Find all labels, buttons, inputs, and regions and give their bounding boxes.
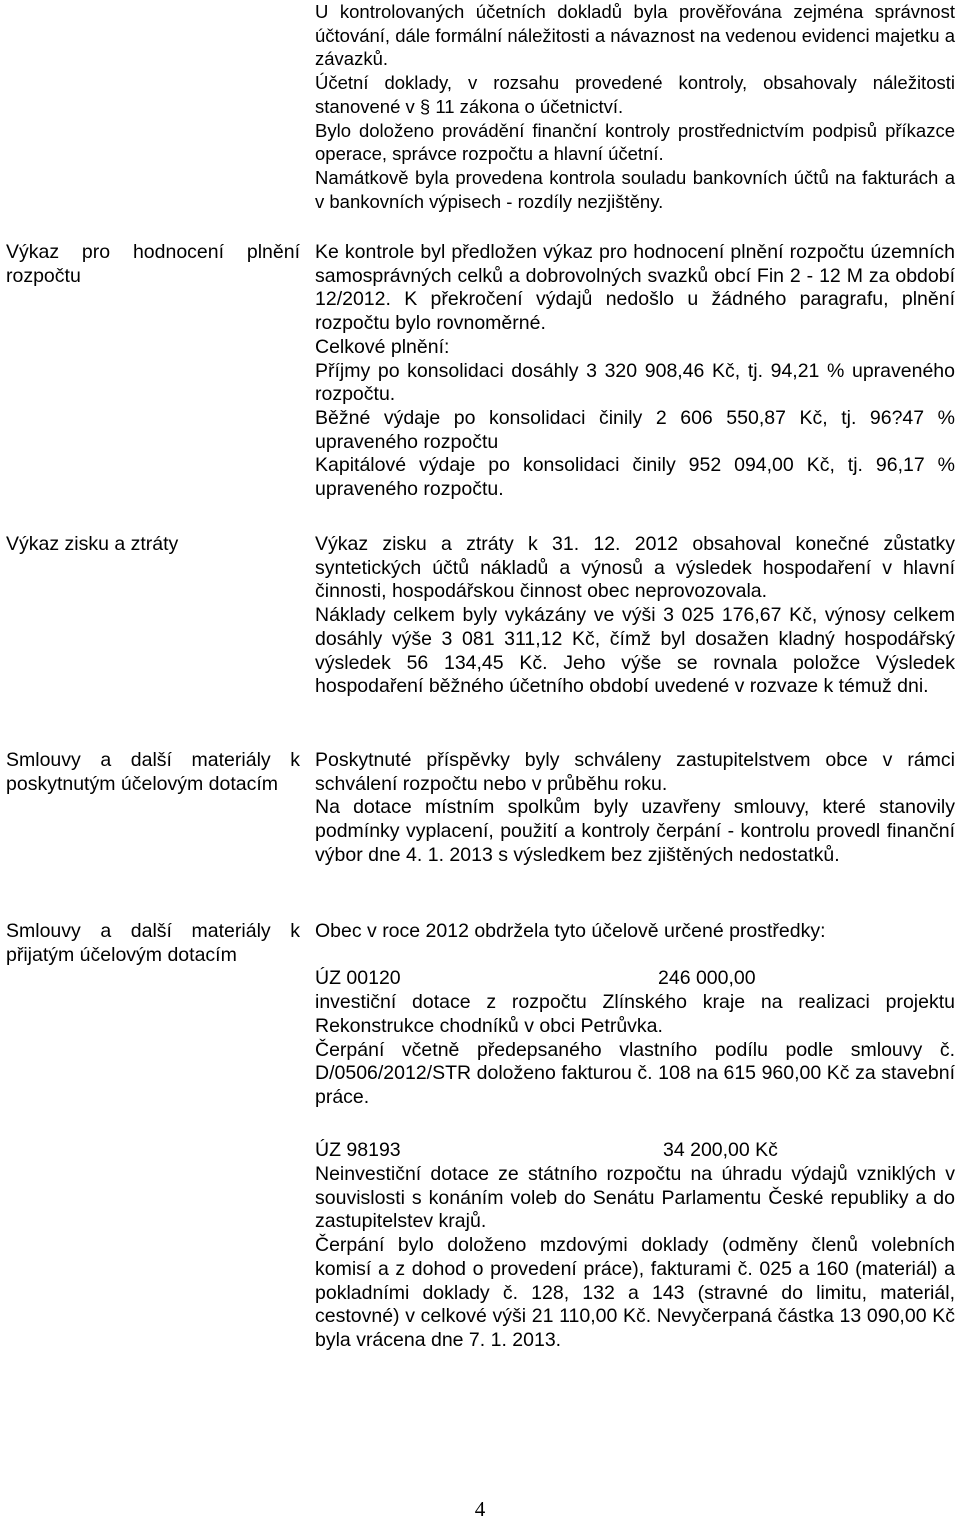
spacer <box>315 1110 955 1134</box>
paragraph: Celkové plnění: <box>315 335 450 358</box>
section-label: Smlouvy a další materiály k poskytnutým účelovým dotacím <box>6 749 300 795</box>
section-label: Smlouvy a další materiály k přijatým účelovým dotacím <box>6 920 300 966</box>
grant-header <box>315 967 955 991</box>
paragraph: Namátkově byla provedena kontrola souladu bankovních účtů na fakturách a v bankovních výpisech - rozdíly nezjištěny. <box>315 166 955 212</box>
grant-amount: 246 000,00 <box>658 967 756 990</box>
paragraph: Neinvestiční dotace ze státního rozpočtu na úhradu výdajů vzniklých v souvislosti s konáním voleb do Senátu Parlamentu České republiky a do zastupitelstev krajů. <box>315 1163 955 1233</box>
spacer <box>315 944 955 968</box>
section-text <box>315 749 955 868</box>
section-label: Výkaz pro hodnocení plnění rozpočtu <box>6 241 300 287</box>
paragraph: Výkaz zisku a ztráty k 31. 12. 2012 obsahoval konečné zůstatky syntetických účtů nákladů a výnosů a výsledek hospodaření v hlavní činnosti, hospodářskou činnost obec neprovozovala. <box>315 533 955 603</box>
grant-amount: 34 200,00 Kč <box>663 1139 778 1162</box>
paragraph: Příjmy po konsolidaci dosáhly 3 320 908,46 Kč, tj. 94,21 % upraveného rozpočtu. <box>315 359 955 406</box>
top-block-text <box>315 0 955 213</box>
paragraph: investiční dotace z rozpočtu Zlínského kraje na realizaci projektu Rekonstrukce chodníků v obci Petrůvka. <box>315 991 955 1037</box>
paragraph: Účetní doklady, v rozsahu provedené kontroly, obsahovaly náležitosti stanovené v § 11 zákona o účetnictví. <box>315 72 955 117</box>
paragraph: Ke kontrole byl předložen výkaz pro hodnocení plnění rozpočtu územních samosprávných celků a dobrovolných svazků obcí Fin 2 - 12 M za období 12/2012. K překročení výdajů nedošlo u žádného paragrafu, plnění rozpočtu bylo rovnoměrné. <box>315 241 955 335</box>
paragraph: Čerpání včetně předepsaného vlastního podílu podle smlouvy č. D/0506/2012/STR doloženo fakturou č. 108 na 615 960,00 Kč za stavební práce. <box>315 1038 955 1108</box>
paragraph: Bylo doloženo provádění finanční kontroly prostřednictvím podpisů příkazce operace, správce rozpočtu a hlavní účetní. <box>315 119 955 165</box>
grant-code: ÚZ 00120 <box>315 967 401 990</box>
paragraph: Náklady celkem byly vykázány ve výši 3 025 176,67 Kč, výnosy celkem dosáhly výše 3 081 311,12 Kč, čímž byl dosažen kladný hospodářský výsledek 56 134,45 Kč. Jeho výše se rovnala položce Výsledek hospodaření běžného účetního období uvedené v rozvaze k témuž dni. <box>315 604 955 698</box>
paragraph: U kontrolovaných účetních dokladů byla prověřována zejména správnost účtování, dále formální náležitosti a návaznost na vedenou evidenci majetku a závazků. <box>315 1 955 70</box>
paragraph: Běžné výdaje po konsolidaci činily 2 606 550,87 Kč, tj. 96?47 % upraveného rozpočtu <box>315 406 955 453</box>
section-label: Výkaz zisku a ztráty <box>6 533 179 555</box>
section-text <box>315 241 955 502</box>
paragraph: Poskytnuté příspěvky byly schváleny zastupitelstvem obce v rámci schválení rozpočtu nebo v průběhu roku. <box>315 749 955 795</box>
paragraph: Obec v roce 2012 obdržela tyto účelově určené prostředky: <box>315 920 826 942</box>
grant-code: ÚZ 98193 <box>315 1139 401 1162</box>
section-text <box>315 920 955 1353</box>
grant-header <box>315 1139 955 1163</box>
paragraph: Kapitálové výdaje po konsolidaci činily 952 094,00 Kč, tj. 96,17 % upraveného rozpočtu. <box>315 454 955 501</box>
paragraph: Čerpání bylo doloženo mzdovými doklady (odměny členů volebních komisí a z dohod o provedení práce), fakturami č. 025 a 160 (materiál) a pokladními doklady č. 128, 132 a 143 (stravné do limitu, materiál, cestovné) v celkové výši 21 110,00 Kč. Nevyčerpaná částka 13 090,00 Kč byla vrácena dne 7. 1. 2013. <box>315 1234 955 1351</box>
paragraph: Na dotace místním spolkům byly uzavřeny smlouvy, které stanovily podmínky vyplacení, použití a kontroly čerpání - kontrolu provedl finanční výbor dne 4. 1. 2013 s výsledkem bez zjištěných nedostatků. <box>315 796 955 866</box>
section-text <box>315 533 955 699</box>
page-number: 4 <box>474 1497 486 1521</box>
